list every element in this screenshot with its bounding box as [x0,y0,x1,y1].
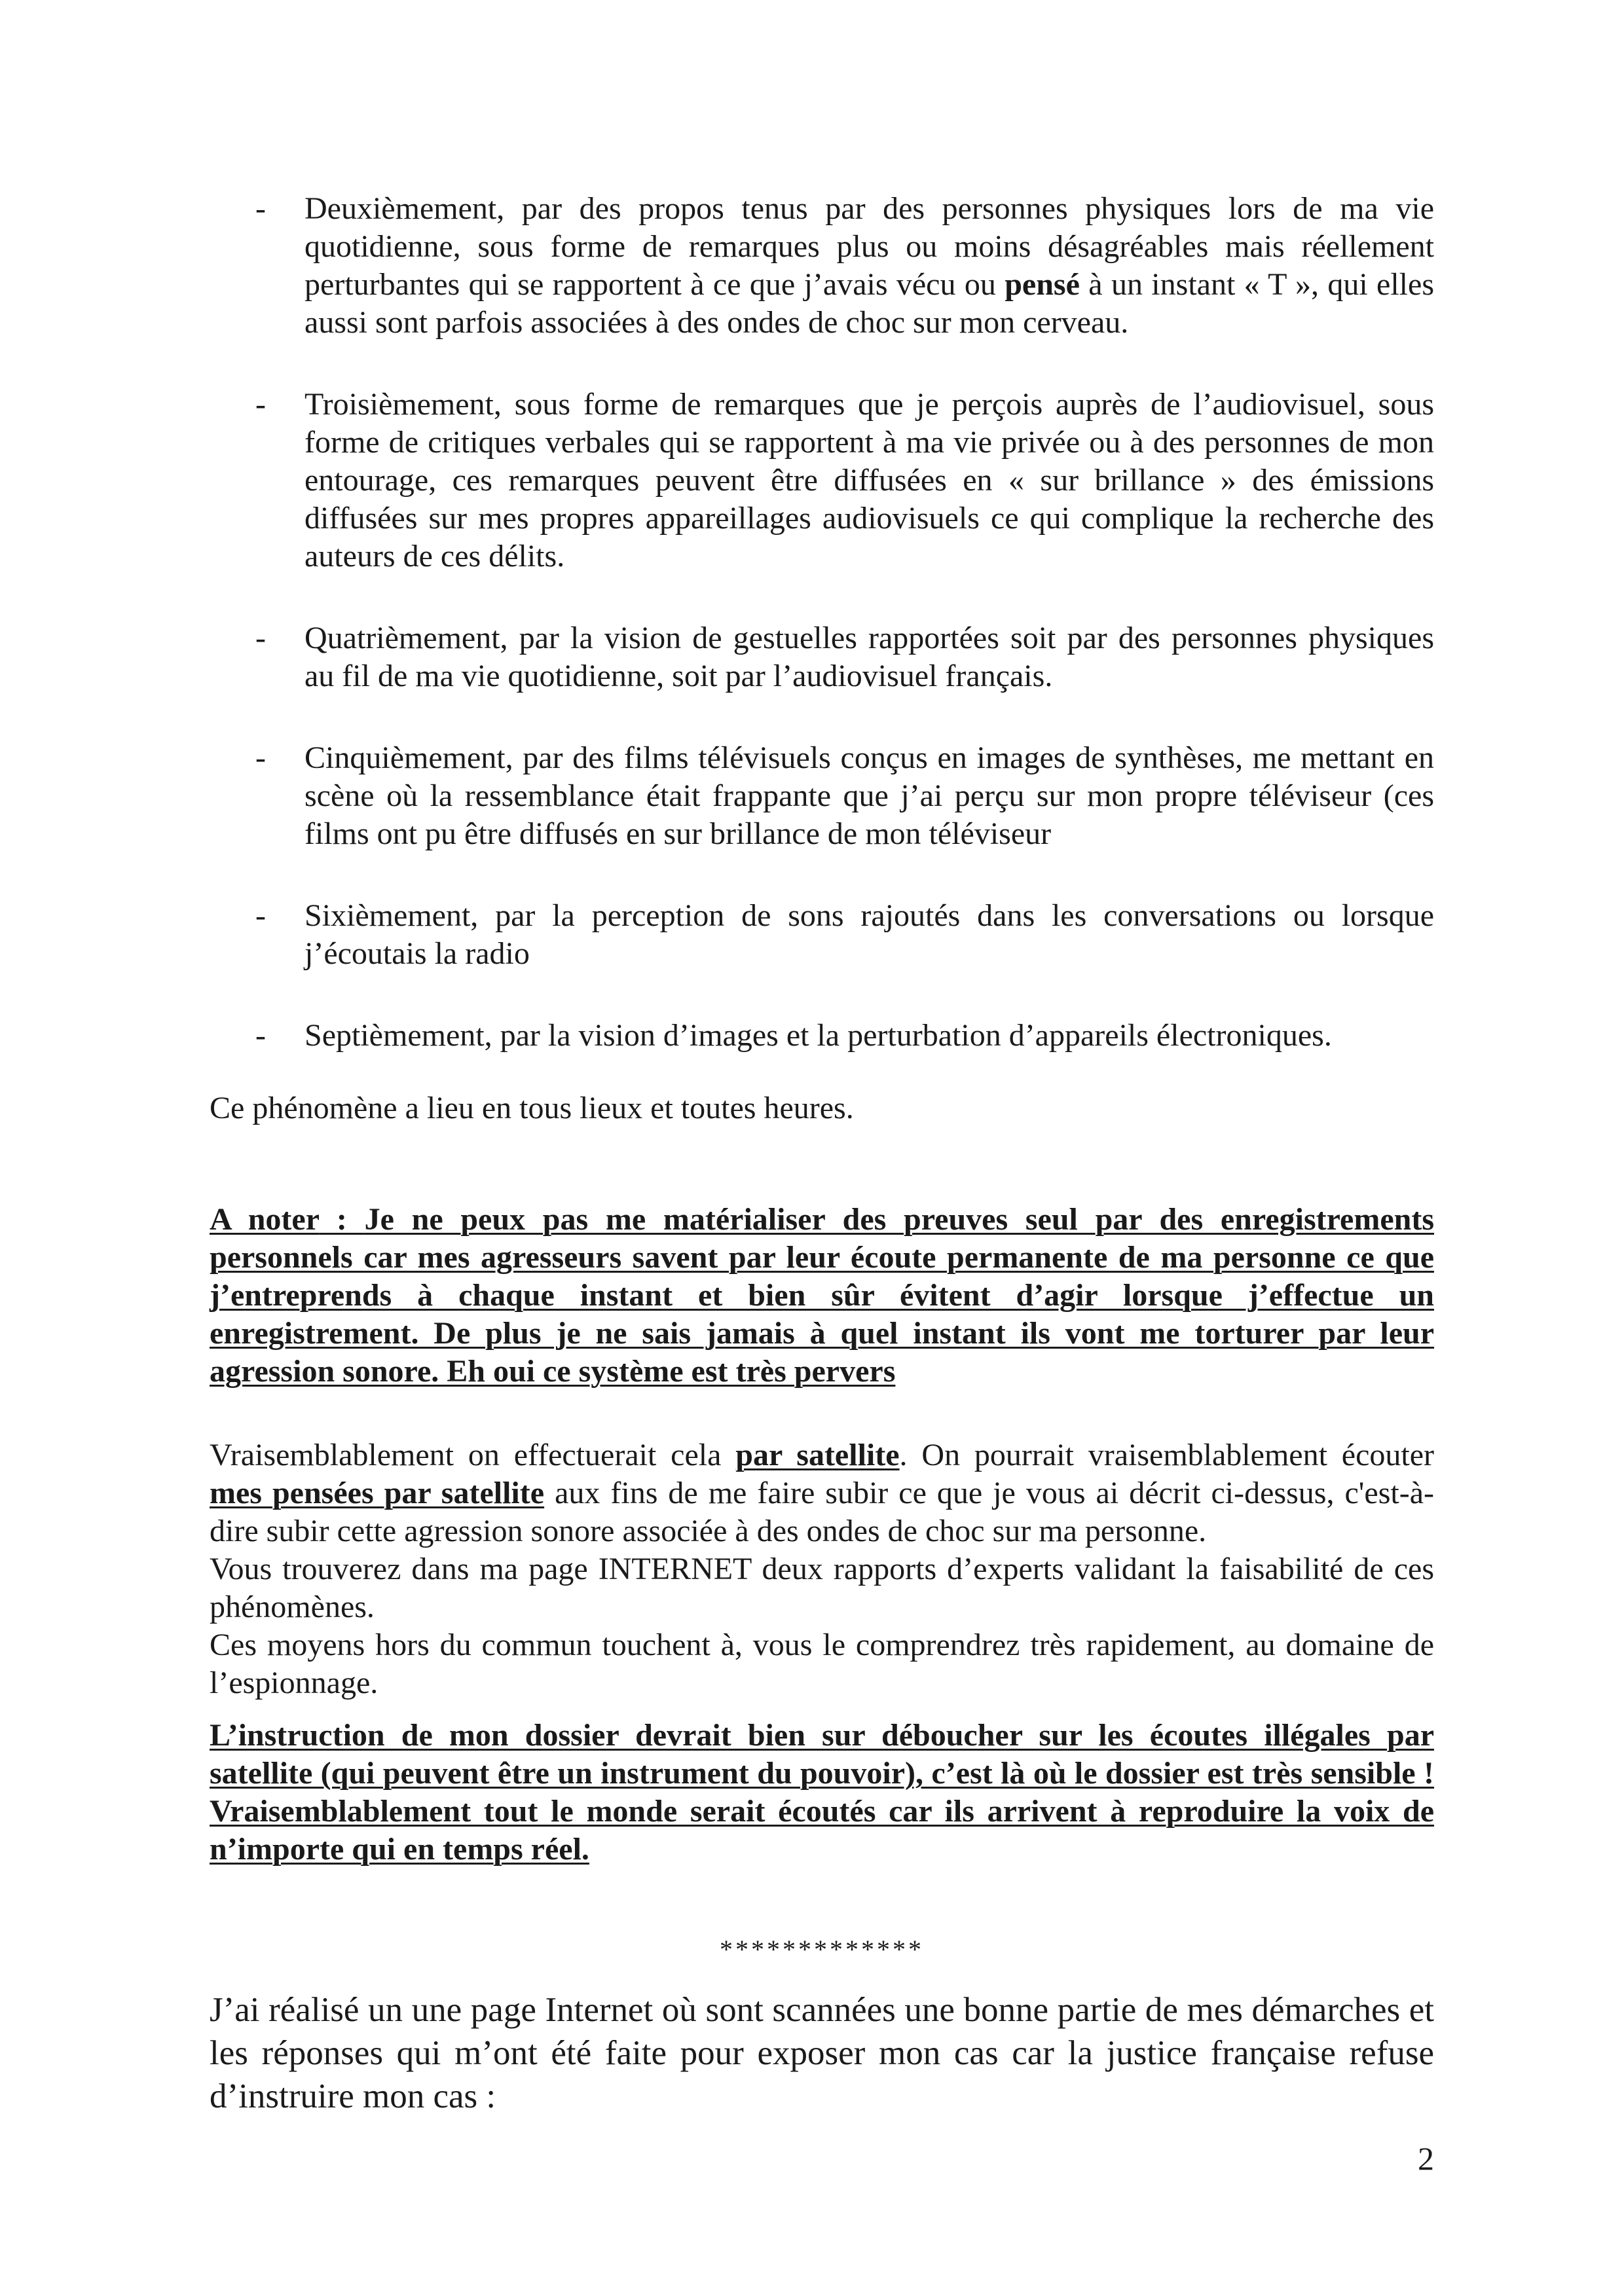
list-item-deuxiemement [210,190,1434,342]
list-dash: - [255,1018,266,1053]
list-item-sixiemement [210,897,1434,973]
satellite-paragraph [210,1436,1434,1550]
list-item-troisiemement [210,386,1434,575]
list-item-cinquiemement [210,739,1434,853]
final-paragraph: J’ai réalisé un une page Internet où sont scannées une bonne partie de mes démarches et les réponses qui m’ont été faite pour exposer mon cas car la justice française refuse d’instruire mon cas : [210,1991,1434,2115]
page-number: 2 [1418,2140,1434,2177]
list-item-text: Deuxièmement, par des propos tenus par des personnes physiques lors de ma vie quotidienne, sous forme de remarques plus ou moins désagréables mais réellement perturbantes qui se rapportent à ce que j’avais vécu ou [304,191,1434,302]
list-item-text-end: à un instant « T », qui elles aussi sont parfois associées à des ondes de choc sur mon cerveau. [304,267,1434,340]
list-item-text: Troisièmement, sous forme de remarques que je perçois auprès de l’audiovisuel, sous forme de critiques verbales qui se rapportent à ma vie privée ou à des personnes de mon entourage, ces remarques peuvent être diffusées en « sur brillance » des émissions diffusées sur mes propres appareillages audiovisuels ce qui complique la recherche des auteurs de ces délits. [304,387,1434,574]
list-dash: - [255,740,266,775]
list-item-quatriemement [210,619,1434,695]
note-text: Je ne peux pas me matérialiser des preuves seul par des enregistrements personnels car mes agresseurs savent par leur écoute permanente de ma personne ce que j’entreprends à chaque instant et bien sûr évitent d’agir lorsque j’effectue un enregistrement. De plus je ne sais jamais à quel instant ils vont me torturer par leur agression sonore. Eh oui ce système est très pervers [210,1202,1435,1389]
general-statement: Ce phénomène a lieu en tous lieux et toutes heures. [210,1091,854,1125]
experts-paragraph: Vous trouverez dans ma page INTERNET deux rapports d’experts validant la faisabilité de ces phénomènes. [210,1552,1434,1624]
satellite-text-1: Vraisemblablement on effectuerait cela [210,1438,736,1472]
note-colon: : [319,1202,365,1237]
satellite-emphasis-2: mes pensées par satellite [210,1476,545,1510]
satellite-text-3: aux fins de me faire subir ce que je vous ai décrit ci-dessus, c'est-à-dire subir cette agression sonore associée à des ondes de choc sur ma personne. [210,1476,1434,1548]
list-item-emphasis: pensé [1005,267,1080,302]
symptom-list [210,190,1434,1055]
satellite-block [210,1436,1434,1702]
list-item-text: Cinquièmement, par des films télévisuels conçus en images de synthèses, me mettant en scène où la ressemblance était frappante que j’ai perçu sur mon propre téléviseur (ces films ont pu être diffusés en sur brillance de mon téléviseur [304,740,1434,851]
satellite-emphasis-1: par satellite [735,1438,900,1472]
note-paragraph [210,1201,1434,1391]
conclusion-paragraph: L’instruction de mon dossier devrait bien sur déboucher sur les écoutes illégales par satellite (qui peuvent être un instrument du pouvoir), c’est là où le dossier est très sensible ! Vraisemblablement tout le monde serait écoutés car ils arrivent à reproduire la voix de n’importe qui en temps réel. [210,1718,1434,1867]
list-dash: - [255,387,266,422]
list-item-text: Quatrièmement, par la vision de gestuelles rapportées soit par des personnes physiques au fil de ma vie quotidienne, soit par l’audiovisuel français. [304,621,1434,693]
satellite-text-2: . On pourrait vraisemblablement écouter [899,1438,1435,1472]
note-label: A noter [210,1202,320,1237]
list-item-septiemement [210,1017,1434,1055]
list-dash: - [255,621,266,655]
list-dash: - [255,898,266,933]
list-item-text: Septièmement, par la vision d’images et la perturbation d’appareils électroniques. [304,1018,1332,1053]
list-item-text: Sixièmement, par la perception de sons rajoutés dans les conversations ou lorsque j’écoutais la radio [304,898,1434,971]
section-separator: ************* [720,1935,924,1964]
espionage-paragraph: Ces moyens hors du commun touchent à, vous le comprendrez très rapidement, au domaine de l’espionnage. [210,1628,1434,1700]
list-dash: - [255,191,266,226]
page-content [210,190,1434,2153]
